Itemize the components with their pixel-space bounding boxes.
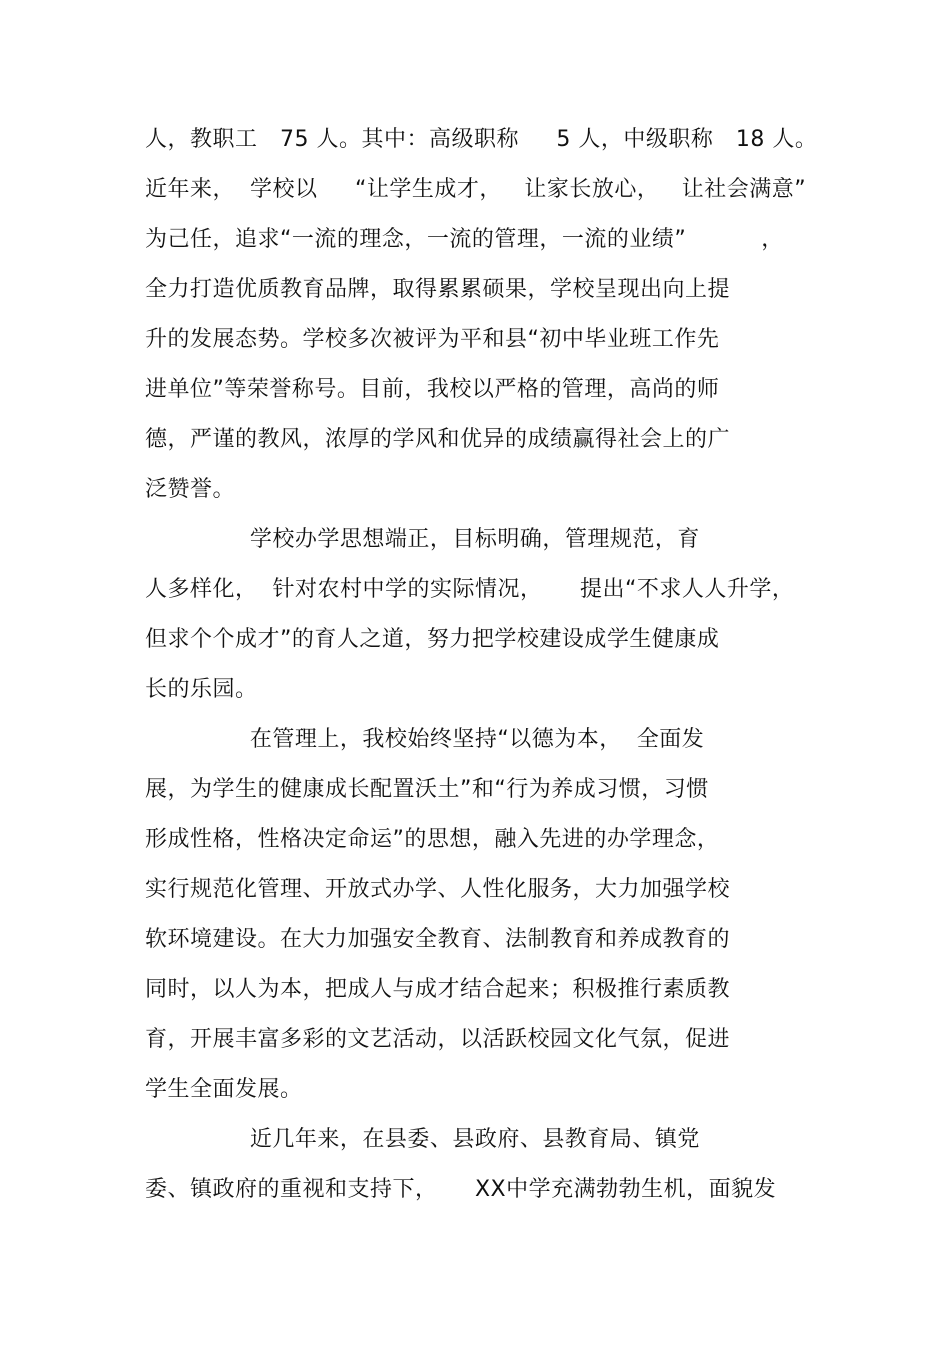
text-line: 实行规范化管理、开放式办学、人性化服务，大力加强学校 [145, 877, 731, 902]
text-line: 在管理上，我校始终坚持“以德为本， 全面发 [145, 727, 705, 752]
text-line: 形成性格，性格决定命运”的思想，融入先进的办学理念， [145, 827, 720, 852]
text-line: 软环境建设。在大力加强安全教育、法制教育和养成教育的 [145, 927, 731, 952]
text-line: 育，开展丰富多彩的文艺活动，以活跃校园文化气氛，促进 [145, 1027, 731, 1052]
text-line: 进单位”等荣誉称号。目前，我校以严格的管理，高尚的师 [145, 377, 720, 402]
text-line: 升的发展态势。学校多次被评为平和县“初中毕业班工作先 [145, 327, 720, 352]
text-line: 同时，以人为本，把成人与成才结合起来；积极推行素质教 [145, 977, 731, 1002]
text-line: 学校办学思想端正，目标明确，管理规范，育 [145, 527, 700, 552]
text-line: 人，教职工 75 人。其中：高级职称 5 人，中级职称 18 人。 [145, 127, 818, 152]
text-line: 近年来， 学校以 “让学生成才， 让家长放心， 让社会满意” [145, 177, 807, 202]
text-line: 泛赞誉。 [145, 477, 236, 502]
text-line: 长的乐园。 [145, 677, 258, 702]
text-line: 全力打造优质教育品牌，取得累累硕果，学校呈现出向上提 [145, 277, 731, 302]
text-line: 学生全面发展。 [145, 1077, 303, 1102]
text-line: 近几年来，在县委、县政府、县教育局、镇党 [145, 1127, 700, 1152]
text-line: 但求个个成才”的育人之道，努力把学校建设成学生健康成 [145, 627, 720, 652]
text-line: 为己任，追求“一流的理念，一流的管理，一流的业绩” ， [145, 227, 784, 252]
text-line: 人多样化， 针对农村中学的实际情况， 提出“不求人人升学， [145, 577, 795, 602]
text-line: 展，为学生的健康成长配置沃土”和“行为养成习惯，习惯 [145, 777, 709, 802]
text-line: 德，严谨的教风，浓厚的学风和优异的成绩赢得社会上的广 [145, 427, 731, 452]
text-line: 委、镇政府的重视和支持下， XX中学充满勃勃生机，面貌发 [145, 1177, 777, 1202]
